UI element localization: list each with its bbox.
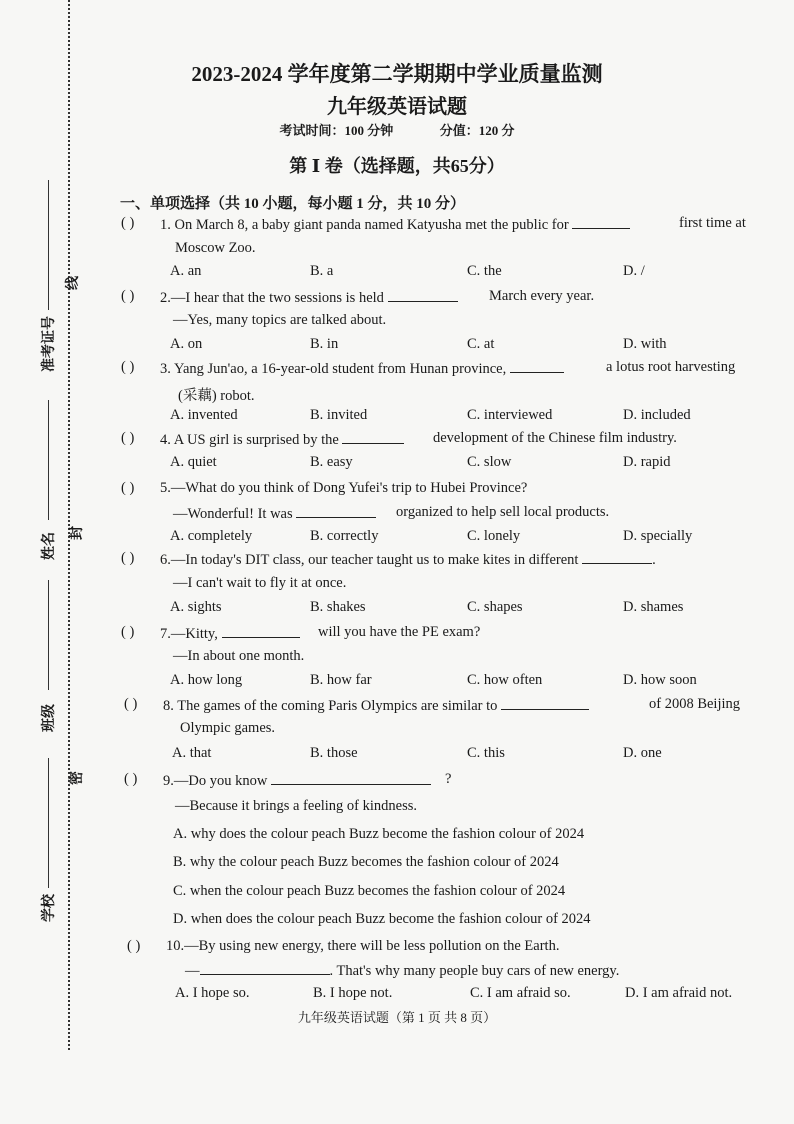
- q3-option-c[interactable]: C. interviewed: [467, 407, 553, 423]
- page-footer: 九年级英语试题（第 1 页 共 8 页）: [297, 1010, 497, 1025]
- q2-option-b[interactable]: B. in: [310, 336, 339, 352]
- q6-option-b[interactable]: B. shakes: [310, 599, 366, 615]
- q6-stem: 6.—In today's DIT class, our teacher taught us to make kites in different .: [160, 552, 656, 568]
- q8-stem-tail: of 2008 Beijing: [649, 696, 741, 712]
- q5-stem: 5.—What do you think of Dong Yufei's trip to Hubei Province?: [160, 480, 528, 496]
- seal-line-char: 线: [66, 276, 81, 290]
- name-field-line: [48, 400, 49, 520]
- exam-id-field-line: [48, 180, 49, 310]
- q3-option-a[interactable]: A. invented: [170, 407, 238, 423]
- q7-option-d[interactable]: D. how soon: [623, 672, 697, 688]
- q10-option-c[interactable]: C. I am afraid so.: [470, 985, 571, 1001]
- q9-option-b[interactable]: B. why the colour peach Buzz becomes the fashion colour of 2024: [173, 854, 559, 870]
- q7-option-c[interactable]: C. how often: [467, 672, 543, 688]
- q3-option-d[interactable]: D. included: [623, 407, 691, 423]
- q6-option-d[interactable]: D. shames: [623, 599, 684, 615]
- q8-stem: 8. The games of the coming Paris Olympics are similar to: [163, 696, 589, 715]
- q1-stem-tail: first time at: [679, 215, 746, 231]
- q10-option-a[interactable]: A. I hope so.: [175, 985, 250, 1001]
- school-label: 学校: [42, 894, 57, 922]
- q3-option-b[interactable]: B. invited: [310, 407, 368, 423]
- seal-seal-char: 封: [70, 526, 85, 540]
- q2-stem: 2.—I hear that the two sessions is held: [160, 288, 458, 307]
- q8-option-a[interactable]: A. that: [172, 745, 212, 761]
- q3-stem-tail: a lotus root harvesting: [606, 359, 736, 375]
- q10-bracket[interactable]: ( ): [127, 938, 141, 954]
- q3-stem: 3. Yang Jun'ao, a 16-year-old student from Hunan province,: [160, 359, 564, 378]
- q6-option-c[interactable]: C. shapes: [467, 599, 523, 615]
- q2-option-d[interactable]: D. with: [623, 336, 667, 352]
- q9-stem: 9.—Do you know: [163, 771, 431, 790]
- q4-option-a[interactable]: A. quiet: [170, 454, 217, 470]
- q9-bracket[interactable]: ( ): [124, 771, 138, 787]
- q9-response: —Because it brings a feeling of kindness.: [175, 798, 418, 814]
- exam-meta: [0, 120, 794, 139]
- section-title: 一、单项选择（共 10 小题，每小题 1 分，共 10 分）: [120, 196, 466, 212]
- q7-stem: 7.—Kitty,: [160, 624, 300, 643]
- q4-bracket[interactable]: ( ): [121, 430, 135, 446]
- q4-stem: 4. A US girl is surprised by the: [160, 430, 404, 449]
- q1-bracket[interactable]: ( ): [121, 215, 135, 231]
- q2-option-c[interactable]: C. at: [467, 336, 495, 352]
- class-field-line: [48, 580, 49, 690]
- q1-stem-cont: Moscow Zoo.: [175, 240, 256, 256]
- q5-option-d[interactable]: D. specially: [623, 528, 693, 544]
- class-label: 班级: [42, 704, 57, 732]
- q7-response: —In about one month.: [173, 648, 305, 664]
- name-label: 姓名: [42, 532, 57, 560]
- q10-response: — . That's why many people buy cars of new energy.: [185, 963, 620, 979]
- q1-stem: 1. On March 8, a baby giant panda named Katyusha met the public for: [160, 215, 630, 234]
- q4-stem-tail: development of the Chinese film industry.: [433, 430, 677, 446]
- q5-response: —Wonderful! It was: [173, 504, 376, 523]
- q7-option-b[interactable]: B. how far: [310, 672, 372, 688]
- q5-option-a[interactable]: A. completely: [170, 528, 253, 544]
- q2-response: —Yes, many topics are talked about.: [173, 312, 387, 328]
- q6-response: —I can't wait to fly it at once.: [173, 575, 347, 591]
- q5-option-b[interactable]: B. correctly: [310, 528, 379, 544]
- time-label: 考试时间：100 分钟: [279, 123, 394, 138]
- q4-option-b[interactable]: B. easy: [310, 454, 353, 470]
- q2-bracket[interactable]: ( ): [121, 288, 135, 304]
- q6-option-a[interactable]: A. sights: [170, 599, 222, 615]
- q10-option-b[interactable]: B. I hope not.: [313, 985, 393, 1001]
- q2-option-a[interactable]: A. on: [170, 336, 203, 352]
- part-title: 第 Ⅰ 卷（选择题，共65分）: [289, 156, 505, 176]
- q10-stem: 10.—By using new energy, there will be less pollution on the Earth.: [166, 938, 560, 954]
- q5-option-c[interactable]: C. lonely: [467, 528, 521, 544]
- seal-secret-char: 密: [70, 771, 85, 785]
- q8-bracket[interactable]: ( ): [124, 696, 138, 712]
- q7-stem-tail: will you have the PE exam?: [318, 624, 481, 640]
- q1-option-a[interactable]: A. an: [170, 263, 202, 279]
- q1-option-d[interactable]: D. /: [623, 263, 645, 279]
- q10-option-d[interactable]: D. I am afraid not.: [625, 985, 733, 1001]
- q8-option-b[interactable]: B. those: [310, 745, 358, 761]
- q3-stem-cont: (采藕) robot.: [178, 388, 255, 404]
- q1-option-b[interactable]: B. a: [310, 263, 334, 279]
- q7-bracket[interactable]: ( ): [121, 624, 135, 640]
- q9-option-a[interactable]: A. why does the colour peach Buzz become the fashion colour of 2024: [173, 826, 585, 842]
- q9-option-d[interactable]: D. when does the colour peach Buzz become the fashion colour of 2024: [173, 911, 591, 927]
- exam-id-label: 准考证号: [42, 316, 57, 372]
- q4-option-d[interactable]: D. rapid: [623, 454, 671, 470]
- q2-stem-tail: March every year.: [489, 288, 595, 304]
- score-label: 分值：120 分: [439, 123, 515, 138]
- q5-response-tail: organized to help sell local products.: [396, 504, 610, 520]
- q3-bracket[interactable]: ( ): [121, 359, 135, 375]
- q8-option-d[interactable]: D. one: [623, 745, 662, 761]
- exam-title: 2023-2024 学年度第二学期期中学业质量监测: [191, 62, 603, 86]
- school-field-line: [48, 758, 49, 888]
- q6-bracket[interactable]: ( ): [121, 550, 135, 566]
- q7-option-a[interactable]: A. how long: [170, 672, 243, 688]
- exam-subtitle: 九年级英语试题: [327, 96, 467, 118]
- q9-stem-tail: ?: [445, 771, 452, 787]
- q1-option-c[interactable]: C. the: [467, 263, 502, 279]
- q4-option-c[interactable]: C. slow: [467, 454, 512, 470]
- q9-option-c[interactable]: C. when the colour peach Buzz becomes the fashion colour of 2024: [173, 883, 566, 899]
- q5-bracket[interactable]: ( ): [121, 480, 135, 496]
- q8-stem-cont: Olympic games.: [180, 720, 276, 736]
- q8-option-c[interactable]: C. this: [467, 745, 505, 761]
